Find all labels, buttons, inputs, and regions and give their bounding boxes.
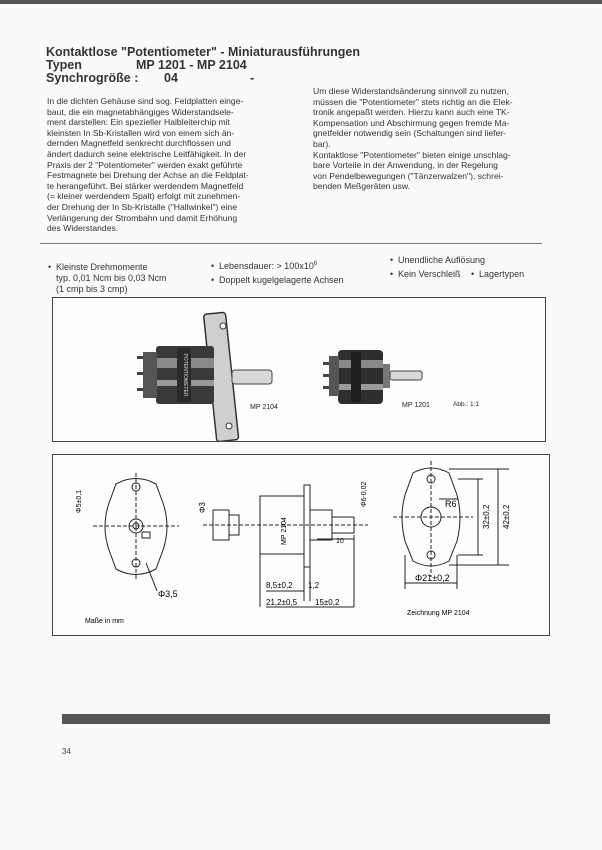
text-line: der Drehung der In Sb-Kristalle ("Hallwinkel") eine xyxy=(47,201,237,212)
synchro-label: Synchrogröße : xyxy=(46,71,139,85)
feature-exponent: 6 xyxy=(313,261,318,267)
top-edge-bar xyxy=(0,0,602,4)
text-line: von Pendelbewegungen ("Tänzerwalzen"), schrei- xyxy=(313,170,504,181)
text-line: müssen die "Potentiometer" stets richtig an die Elek- xyxy=(313,96,513,107)
photo-label-mp1201: MP 1201 xyxy=(402,402,430,409)
bullet-icon: • xyxy=(390,255,394,265)
product-photo xyxy=(53,298,545,441)
text-line: In die dichten Gehäuse sind sog. Feldplatten einge- xyxy=(47,96,244,106)
synchro-dash: - xyxy=(250,71,255,85)
technical-drawing xyxy=(53,455,549,635)
text-line: tronik angepaßt werden. Hierzu kann auch eine TK- xyxy=(313,107,510,118)
bullet-icon: • xyxy=(211,261,215,271)
feature-text: typ. 0,01 Ncm bis 0,03 Ncm xyxy=(56,273,167,283)
photo-label-mp2104: MP 2104 xyxy=(250,404,278,411)
page-heading xyxy=(46,46,360,85)
page-title: Kontaktlose "Potentiometer" - Miniaturausführungen xyxy=(46,45,360,59)
photo-frame xyxy=(52,297,546,442)
bottom-bar xyxy=(62,714,550,724)
bullet-icon: • xyxy=(48,262,52,272)
text-line: des Widerstandes. xyxy=(47,223,119,234)
scale-label: Abb.: 1:1 xyxy=(453,401,480,408)
units-note: Maße in mm xyxy=(85,618,124,625)
text-line: baut, die ein magnetabhängiges Widerstandsele- xyxy=(47,106,234,117)
synchro-value: 04 xyxy=(164,71,178,85)
bullet-icon: • xyxy=(390,269,394,279)
dim-phi6: Φ6-0,02 xyxy=(361,481,368,507)
dim-85: 8,5±0,2 xyxy=(266,581,293,590)
text-line: Um diese Widerstandsänderung sinnvoll zu nutzen, xyxy=(313,86,509,96)
text-line: Verlängerung der Strombahn und damit Erhöhung xyxy=(47,212,238,223)
feature-text: Doppelt kugelgelagerte Achsen xyxy=(219,275,344,285)
text-line: bar). xyxy=(313,138,331,149)
text-line: Kompensation und Abschirmung gegen fremde Ma- xyxy=(313,117,510,128)
text-line: Kontaktlose "Potentiometer" bieten einige unschlag- xyxy=(313,149,511,160)
types-value: MP 1201 - MP 2104 xyxy=(136,58,247,72)
front-view-left xyxy=(93,473,179,591)
left-text-column xyxy=(47,96,287,234)
bullet-icon: • xyxy=(471,269,475,279)
feature-text: Lagertypen xyxy=(479,269,525,279)
dim-15: 15±0,2 xyxy=(315,598,340,607)
feature-bearings xyxy=(211,275,344,286)
text-line: te herangeführt. Bei stärker werdendem Magnetfeld xyxy=(47,180,244,191)
text-line: bare Vorteile in der Anwendung, in der Regelung xyxy=(313,160,498,171)
dim-42: 42±0,2 xyxy=(502,504,511,529)
text-line: kleinsten In Sb-Kristallen wird von einem sich än- xyxy=(47,127,235,138)
dim-phi21: Φ21±0,2 xyxy=(415,573,450,583)
dim-12: 1,2 xyxy=(308,581,320,590)
feature-resolution xyxy=(390,255,485,266)
feature-wear xyxy=(390,269,524,280)
text-line: gnetfelder notwendig sein (Schaltungen sind liefer- xyxy=(313,128,507,139)
bullet-icon: • xyxy=(211,275,215,285)
feature-text: Kein Verschleiß xyxy=(398,269,461,279)
text-line: ment darstellen: Ein spezieller Halbleiterchip mit xyxy=(47,117,230,128)
mp1201-photo xyxy=(323,350,422,404)
dim-phi3: Φ3 xyxy=(198,502,207,513)
feature-text: Unendliche Auflösung xyxy=(398,255,486,265)
page-number: 34 xyxy=(62,747,71,756)
text-line: Praxis der 2 "Potentiometer" werden exakt geführte xyxy=(47,159,243,170)
feature-lifetime xyxy=(211,259,317,272)
feature-text: (1 cmp bis 3 cmp) xyxy=(56,284,128,294)
dim-phi35: Φ3,5 xyxy=(158,589,178,599)
text-line: (= kleiner werdendem Spalt) erfolgt mit zunehmen- xyxy=(47,191,241,202)
right-text-column xyxy=(313,86,548,192)
feature-torque xyxy=(48,262,167,295)
drawing-frame xyxy=(52,454,550,636)
body-label: POTENTIOMETER xyxy=(182,353,188,397)
model-marking: MP 2104 xyxy=(281,517,288,545)
mp2104-photo xyxy=(137,312,272,441)
drawing-caption: Zeichnung MP 2104 xyxy=(407,610,470,617)
text-line: Festmagnete bei Drehung der Achse an die Feldplat- xyxy=(47,170,249,181)
text-line: benden Meßgeräten usw. xyxy=(313,181,410,192)
text-line: ändert dadurch seine elektrische Leitfähigkeit. In der xyxy=(47,148,247,159)
feature-text: Kleinste Drehmomente xyxy=(56,262,148,272)
front-view-right xyxy=(393,461,509,589)
dim-212: 21,2±0,5 xyxy=(266,598,298,607)
dim-32: 32±0,2 xyxy=(482,504,491,529)
feature-text: Lebensdauer: > 100x10 xyxy=(219,261,314,271)
section-divider xyxy=(40,243,542,244)
dim-10: 10 xyxy=(336,538,344,545)
types-label: Typen xyxy=(46,58,82,72)
text-line: dernden Magnetfeld senkrecht durchflossen und xyxy=(47,138,231,149)
dim-r6: R6 xyxy=(445,499,457,509)
dim-phi5: Φ5±0,1 xyxy=(76,489,83,513)
